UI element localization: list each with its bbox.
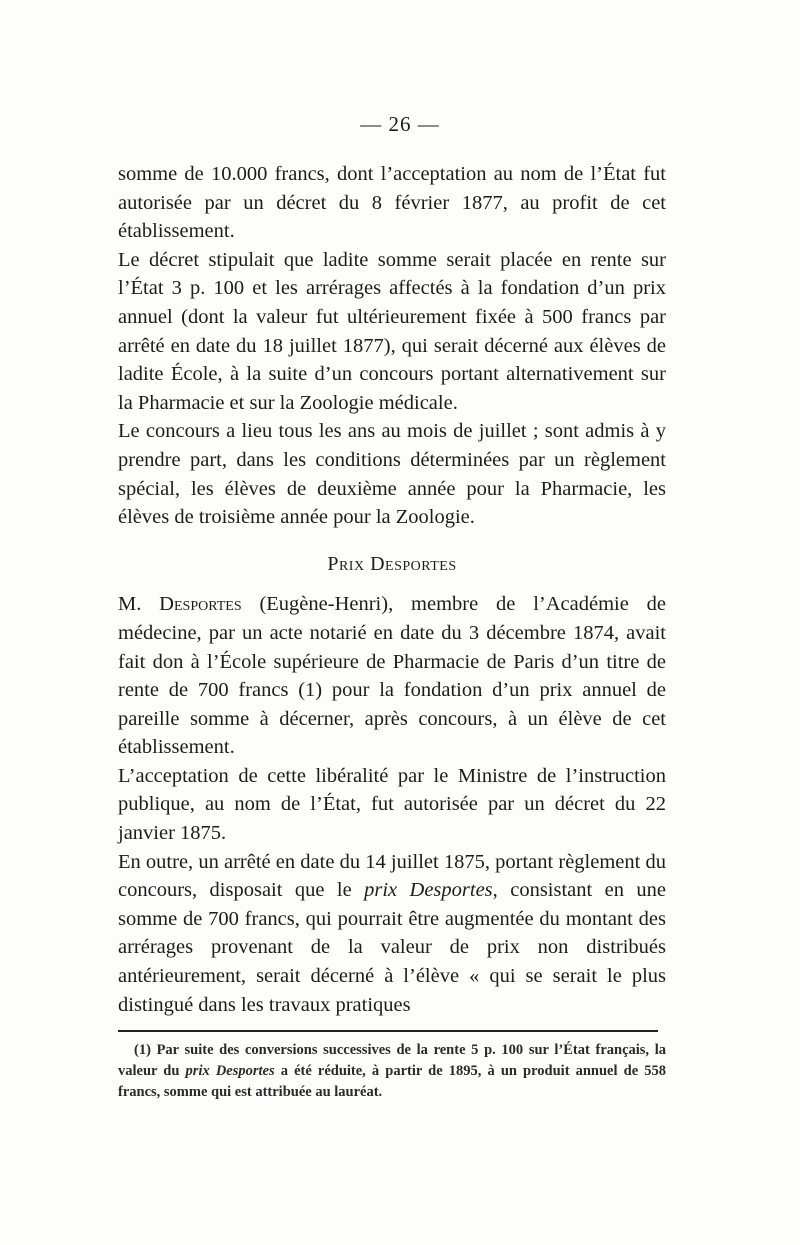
page-number: — 26 — bbox=[360, 112, 440, 136]
paragraph-arrete-end: , consistant en une somme de 700 francs, qui pourrait être augmentée du montant des arrérages provenant de la valeur de prix non distribués antérieurement, serait décerné à l’élève « qui se serait le plus distingué dans les travaux pratiques bbox=[118, 879, 666, 1016]
prix-desportes-italic: prix Desportes bbox=[364, 879, 493, 902]
body-text bbox=[118, 160, 666, 1019]
section-title: Prix Desportes bbox=[327, 552, 457, 575]
paragraph-continuation: somme de 10.000 francs, dont l’acceptation au nom de l’État fut autorisée par un décret du 8 février 1877, au profit de cet établissement. bbox=[118, 163, 666, 243]
footnote-italic: prix Desportes bbox=[185, 1063, 275, 1079]
desportes-name: M. Desportes bbox=[118, 593, 242, 616]
paragraph-arrete-start: En outre, un arrêté en date du 14 juillet 1875, portant règlement du concours, disposait que le bbox=[118, 850, 666, 902]
paragraph-desportes-gift-text: (Eugène-Henri), membre de l’Académie de médecine, par un acte notarié en date du 3 décembre 1874, avait fait don à l’École supérieure de Pharmacie de Paris d’un titre de rente de 700 francs (1) pour la fondation d’un prix annuel de pareille somme à décerner, après concours, à un élève de cet établissement. bbox=[118, 593, 666, 759]
paragraph-desportes-gift bbox=[118, 590, 666, 762]
paragraph-competition: Le concours a lieu tous les ans au mois de juillet ; sont admis à y prendre part, dans les conditions déterminées par un règlement spécial, les élèves de deuxième année pour la Pharmacie, les élèves de troisième année pour la Zoologie. bbox=[118, 420, 666, 529]
footnote-divider bbox=[118, 1030, 658, 1032]
paragraph-decree bbox=[118, 246, 666, 418]
footnote bbox=[118, 1040, 666, 1103]
footnote-start: (1) Par suite des conversions successives de la rente 5 p. 100 sur l’État français, la valeur du bbox=[118, 1042, 666, 1079]
footnote-end: a été réduite, à partir de 1895, à un produit annuel de 558 francs, somme qui est attribuée au lauréat. bbox=[118, 1063, 666, 1100]
paragraph-arrete bbox=[118, 848, 666, 1020]
paragraph-decree-text: Le décret stipulait que ladite somme serait placée en rente sur l’État 3 p. 100 et les arrérages affectés à la fondation d’un prix annuel (dont la valeur fut ultérieurement fixée à 500 francs par arrêté en date du 18 juillet 1877), qui serait décerné aux élèves de ladite École, à la suite d’un concours portant alternativement sur la Pharmacie et sur la Zoologie médicale. bbox=[118, 248, 666, 414]
paragraph-acceptation: L’acceptation de cette libéralité par le Ministre de l’instruction publique, au nom de l’État, fut autorisée par un décret du 22 janvier 1875. bbox=[118, 764, 666, 845]
